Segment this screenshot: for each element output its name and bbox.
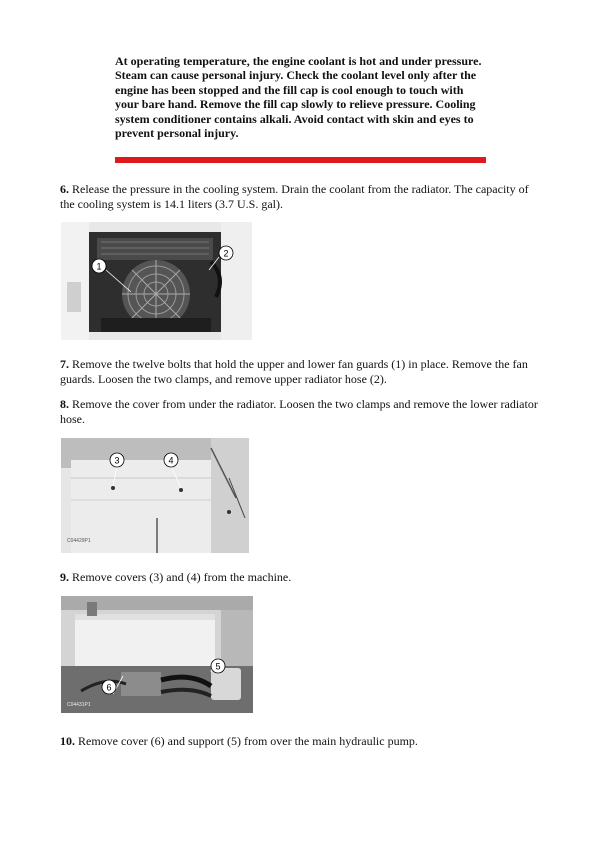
figure-hydraulic-pump bbox=[61, 596, 253, 713]
step-text: Remove the twelve bolts that hold the upper and lower fan guards (1) in place. Remove the fan guards. Loosen the two clamps, and remove upper radiator hose (2). bbox=[60, 357, 528, 386]
step-10 bbox=[60, 734, 540, 749]
step-number: 6. bbox=[60, 182, 69, 196]
step-7 bbox=[60, 357, 540, 387]
figure-covers bbox=[61, 438, 249, 553]
callout-5-label: 5 bbox=[215, 661, 221, 672]
callout-3-label: 3 bbox=[114, 455, 120, 466]
callout-4-label: 4 bbox=[168, 455, 174, 466]
callout-1-label: 1 bbox=[96, 261, 102, 272]
step-number: 9. bbox=[60, 570, 69, 584]
warning-divider-bar bbox=[115, 157, 486, 163]
callout-2-label: 2 bbox=[223, 248, 229, 259]
callout-6-label: 6 bbox=[106, 682, 112, 693]
step-number: 10. bbox=[60, 734, 75, 748]
figure-code: C04431P1 bbox=[67, 702, 91, 708]
step-6 bbox=[60, 182, 540, 212]
figure-radiator-fan bbox=[61, 222, 252, 340]
step-text: Remove the cover from under the radiator. Loosen the two clamps and remove the lower radiator hose. bbox=[60, 397, 538, 426]
step-8 bbox=[60, 397, 540, 427]
warning-text: At operating temperature, the engine coolant is hot and under pressure. Steam can cause personal injury. Check the coolant level only after the engine has been stopped and the fill cap is cool enough to touch with your bare hand. Remove the fill cap slowly to relieve pressure. Cooling system conditioner contains alkali. Avoid contact with skin and eyes to prevent personal injury. bbox=[115, 54, 482, 141]
step-text: Release the pressure in the cooling system. Drain the coolant from the radiator. The capacity of the cooling system is 14.1 liters (3.7 U.S. gal). bbox=[60, 182, 529, 211]
step-9 bbox=[60, 570, 540, 585]
step-text: Remove covers (3) and (4) from the machine. bbox=[69, 570, 292, 584]
figure-code: C04429P1 bbox=[67, 538, 91, 544]
step-number: 7. bbox=[60, 357, 69, 371]
step-text: Remove cover (6) and support (5) from over the main hydraulic pump. bbox=[75, 734, 418, 748]
step-number: 8. bbox=[60, 397, 69, 411]
